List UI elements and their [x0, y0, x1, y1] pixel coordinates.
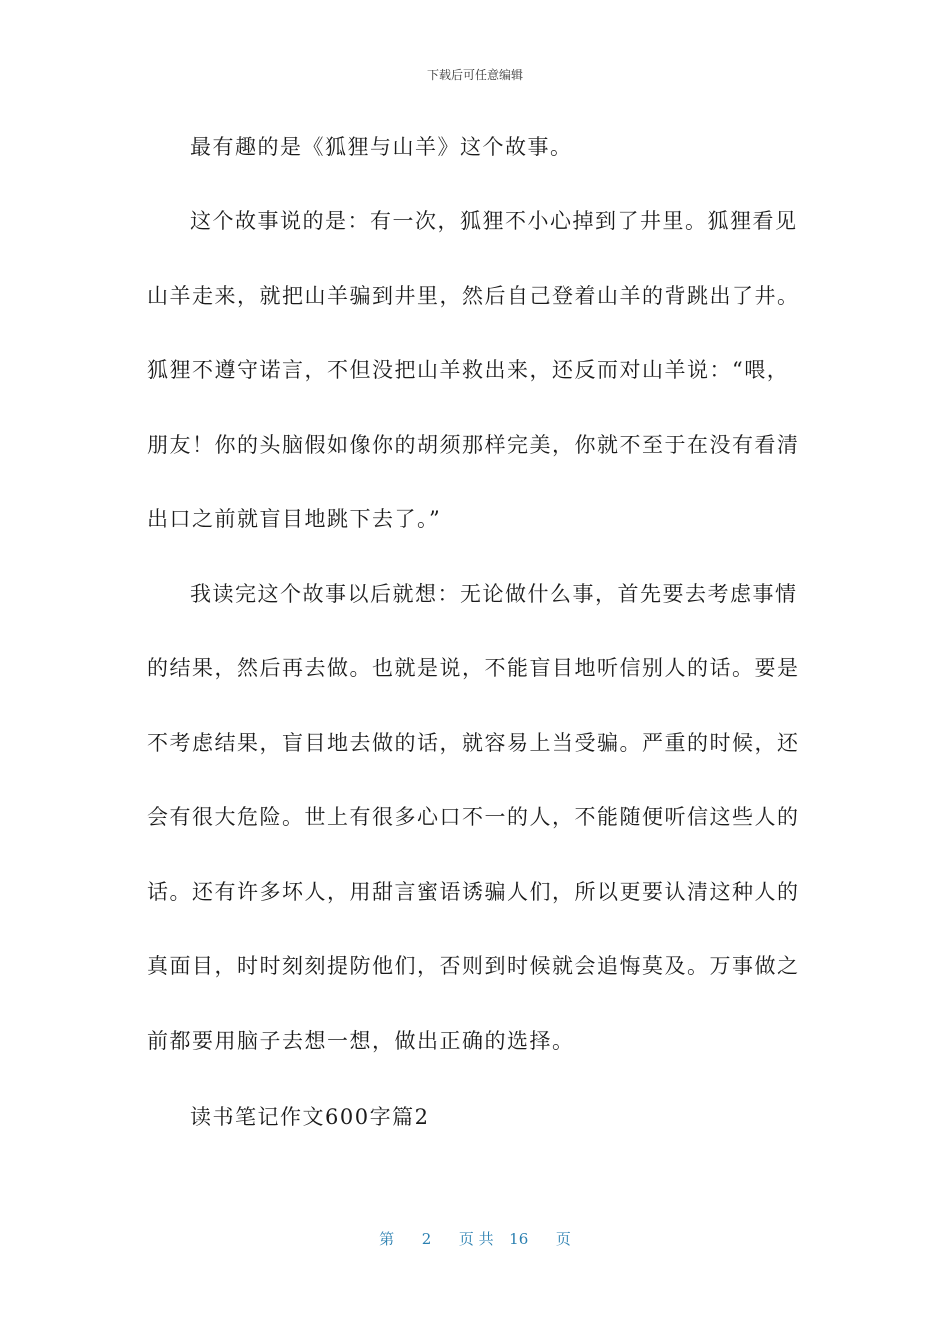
paragraph-line: 狐狸不遵守诺言，不但没把山羊救出来，还反而对山羊说：“喂， — [147, 358, 790, 382]
paragraph-line: 前都要用脑子去想一想，做出正确的选择。 — [147, 1029, 575, 1053]
page-number-footer — [0, 1228, 950, 1249]
paragraph-line: 出口之前就盲目地跳下去了。” — [147, 507, 442, 531]
page-suffix: 页 — [555, 1230, 571, 1248]
page-total: 16 — [509, 1230, 529, 1248]
paragraph-line: 不考虑结果，盲目地去做的话，就容易上当受骗。严重的时候，还 — [147, 731, 800, 755]
page-prefix: 第 — [379, 1230, 395, 1248]
page-header-note: 下载后可任意编辑 — [426, 68, 523, 82]
paragraph-line: 这个故事说的是：有一次，狐狸不小心掉到了井里。狐狸看见 — [190, 209, 798, 233]
paragraph-line: 朋友！你的头脑假如像你的胡须那样完美，你就不至于在没有看清 — [147, 433, 800, 457]
paragraph-line: 话。还有许多坏人，用甜言蜜语诱骗人们，所以更要认清这种人的 — [147, 880, 800, 904]
page-mid: 页 共 — [458, 1230, 494, 1248]
page-current: 2 — [421, 1230, 432, 1248]
paragraph-line: 山羊走来，就把山羊骗到井里，然后自己登着山羊的背跳出了井。 — [147, 284, 800, 308]
paragraph-line: 最有趣的是《狐狸与山羊》这个故事。 — [190, 135, 573, 159]
paragraph-line: 会有很大危险。世上有很多心口不一的人，不能随便听信这些人的 — [147, 805, 800, 829]
paragraph-line: 真面目，时时刻刻提防他们，否则到时候就会追悔莫及。万事做之 — [147, 954, 800, 978]
paragraph-line: 我读完这个故事以后就想：无论做什么事，首先要去考虑事情 — [190, 582, 798, 606]
paragraph-line: 的结果，然后再去做。也就是说，不能盲目地听信别人的话。要是 — [147, 656, 800, 680]
section-heading: 读书笔记作文600字篇2 — [190, 1105, 430, 1129]
